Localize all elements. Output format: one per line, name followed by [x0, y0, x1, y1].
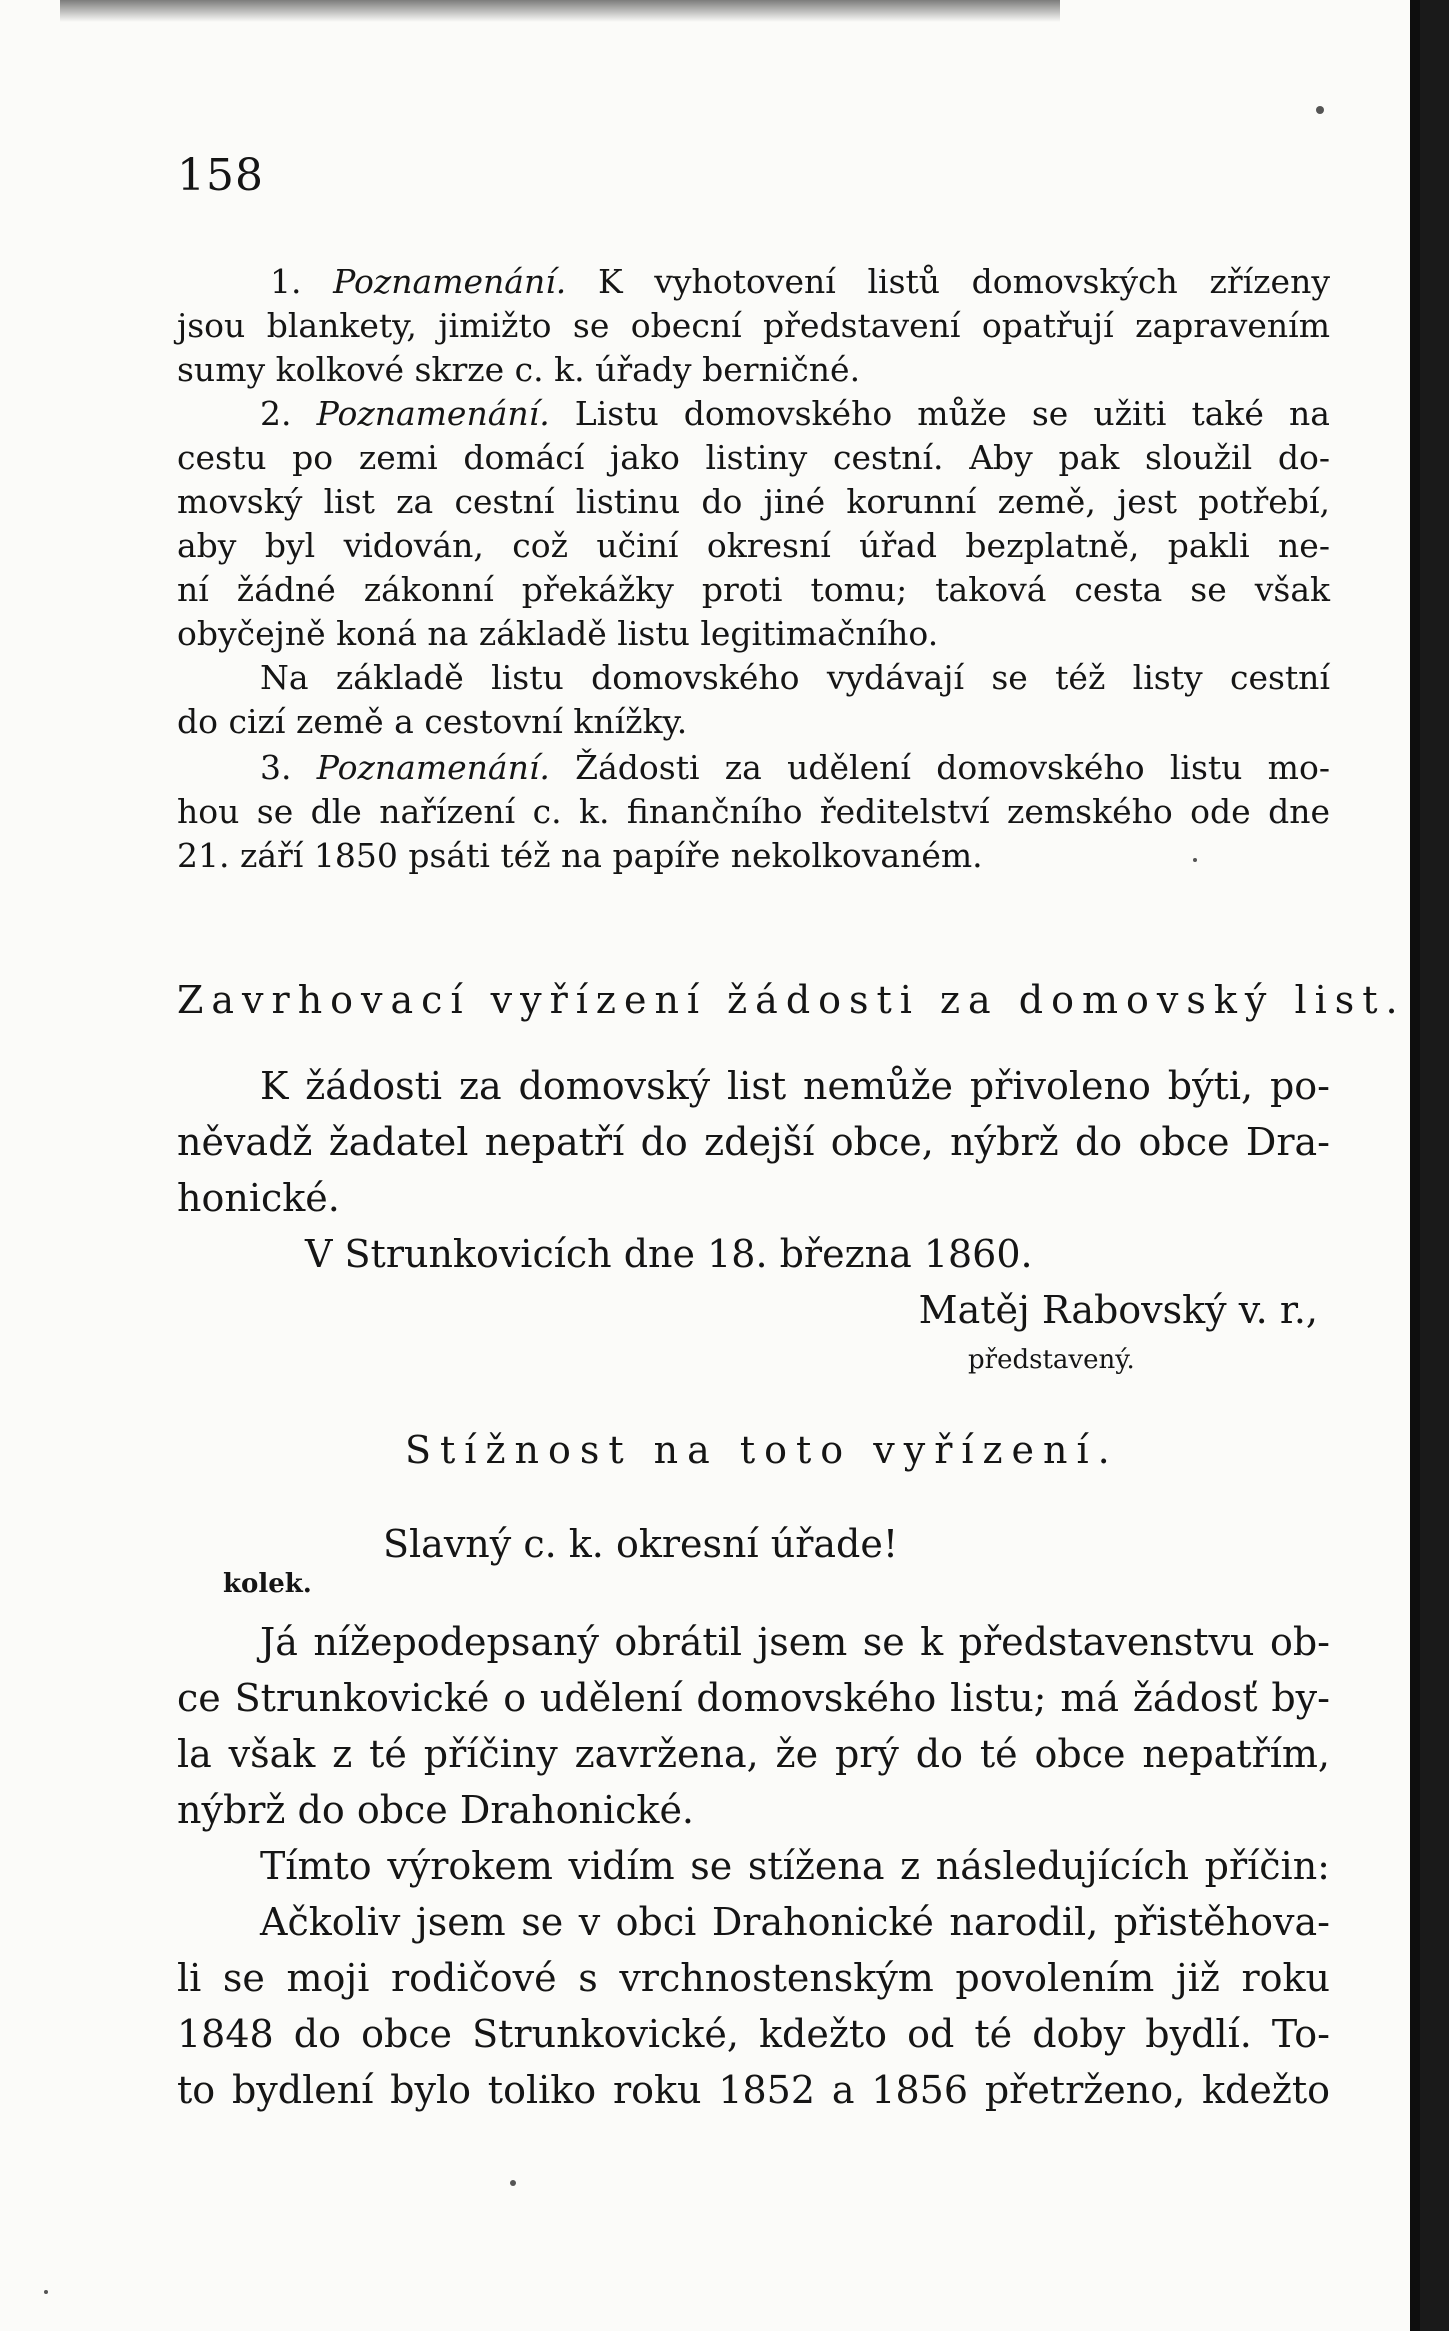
speck — [510, 2180, 516, 2186]
note3-line2: hou se dle nařízení c. k. finančního ředitelství zemského ode dne — [177, 792, 1330, 831]
note1-line2: jsou blankety, jimižto se obecní představení opatřují zapravením — [177, 306, 1330, 345]
note3-line3: 21. září 1850 psáti též na papíře nekolkovaném. — [177, 836, 983, 875]
note2-line6: obyčejně koná na základě listu legitimačního. — [177, 614, 939, 653]
note2-line2: cestu po zemi domácí jako listiny cestní. Aby pak sloužil do- — [177, 438, 1330, 477]
note2-line8: do cizí země a cestovní knížky. — [177, 702, 688, 741]
rejection-line1: K žádosti za domovský list nemůže přivoleno býti, po- — [260, 1064, 1330, 1108]
note2-line3: movský list za cestní listinu do jiné korunní země, jest potřebí, — [177, 482, 1330, 521]
note2-line1 — [260, 394, 1330, 433]
note1-label: Poznamenání. — [333, 262, 567, 301]
rejection-heading: Zavrhovací vyřízení žádosti za domovský list. — [177, 978, 1406, 1022]
note3-line1 — [260, 748, 1330, 787]
note2-number: 2. — [260, 394, 292, 433]
speck — [44, 2290, 48, 2294]
speck — [1316, 106, 1324, 114]
rejection-line2: něvadž žadatel nepatří do zdejší obce, nýbrž do obce Dra- — [177, 1120, 1330, 1164]
note2-text: Listu domovského může se užiti také na — [574, 394, 1330, 433]
complaint-p1-line3: la však z té příčiny zavržena, že prý do té obce nepatřím, — [177, 1732, 1330, 1776]
page-number: 158 — [177, 150, 264, 201]
rejection-signature-title: představený. — [968, 1345, 1135, 1375]
note1-number: 1. — [270, 262, 302, 301]
note1-line3: sumy kolkové skrze c. k. úřady berničné. — [177, 350, 861, 389]
speck — [1193, 858, 1197, 862]
note1-text: K vyhotovení listů domovských zřízeny — [597, 262, 1330, 301]
note3-text: Žádosti za udělení domovského listu mo- — [575, 748, 1330, 787]
complaint-p1-line4: nýbrž do obce Drahonické. — [177, 1788, 695, 1832]
complaint-p3-line1: Ačkoliv jsem se v obci Drahonické narodil, přistěhova- — [260, 1900, 1330, 1944]
complaint-p1-line1: Já nížepodepsaný obrátil jsem se k představenstvu ob- — [260, 1620, 1330, 1664]
note3-number: 3. — [260, 748, 292, 787]
note3-label: Poznamenání. — [316, 748, 550, 787]
complaint-p1-line2: ce Strunkovické o udělení domovského listu; má žádosť by- — [177, 1676, 1330, 1720]
complaint-salutation: Slavný c. k. okresní úřade! — [383, 1522, 899, 1566]
complaint-p3-line2: li se moji rodičové s vrchnostenským povolením již roku — [177, 1956, 1330, 2000]
note2-line4: aby byl vidován, což učiní okresní úřad bezplatně, pakli ne- — [177, 526, 1330, 565]
stamp-label: kolek. — [223, 1569, 312, 1599]
note2-line5: ní žádné zákonní překážky proti tomu; taková cesta se však — [177, 570, 1330, 609]
note2-line7: Na základě listu domovského vydávají se též listy cestní — [260, 658, 1330, 697]
note1-line1 — [270, 262, 1330, 301]
complaint-p3-line3: 1848 do obce Strunkovické, kdežto od té doby bydlí. To- — [177, 2012, 1330, 2056]
complaint-p2-line1: Tímto výrokem vidím se stížena z následujících příčin: — [260, 1844, 1330, 1888]
rejection-signature: Matěj Rabovský v. r., — [918, 1288, 1318, 1332]
complaint-p3-line4: to bydlení bylo toliko roku 1852 a 1856 přetrženo, kdežto — [177, 2068, 1330, 2112]
note2-label: Poznamenání. — [316, 394, 550, 433]
rejection-line3: honické. — [177, 1176, 340, 1220]
complaint-heading: Stížnost na toto vyřízení. — [405, 1428, 1119, 1472]
scan-edge-shadow — [60, 0, 1060, 22]
rejection-place-date: V Strunkovicích dne 18. března 1860. — [305, 1232, 1033, 1276]
